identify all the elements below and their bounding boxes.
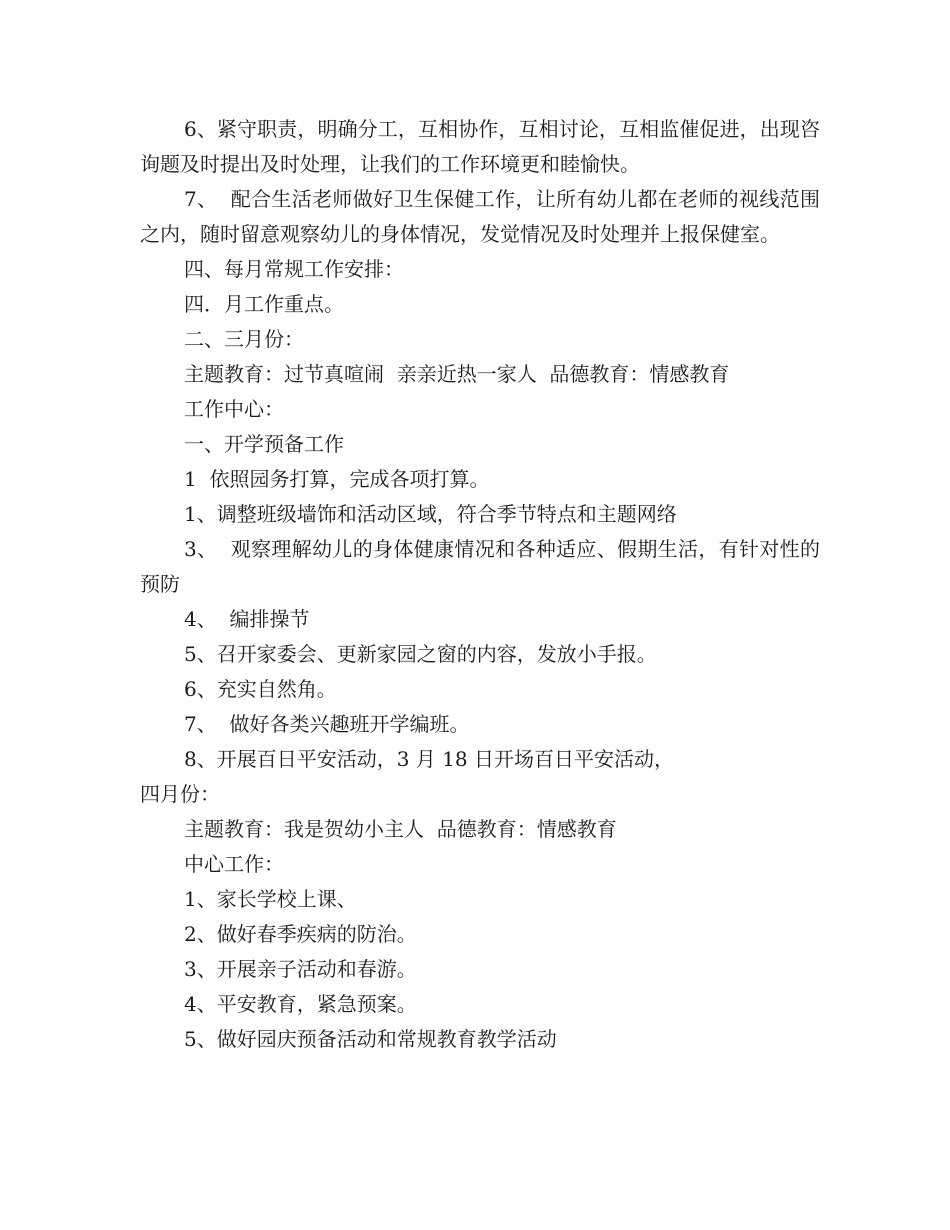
april-item-disease-prevention: 2、做好春季疾病的防治。 (184, 922, 417, 946)
april-item-anniversary: 5、做好园庆预备活动和常规教育教学活动 (184, 1027, 557, 1051)
march-item-nature-corner: 6、充实自然角。 (184, 677, 337, 701)
april-item-safety-education: 4、平安教育，紧急预案。 (184, 992, 417, 1016)
march-work-center-label: 工作中心： (184, 397, 284, 421)
april-item-spring-outing: 3、开展亲子活动和春游。 (184, 957, 417, 981)
march-section-preparation: 一、开学预备工作 (184, 432, 344, 456)
april-theme-education: 主题教育：我是贺幼小主人 品德教育：情感教育 (184, 817, 617, 841)
march-theme-education: 主题教育：过节真喧闹 亲亲近热一家人 品德教育：情感教育 (184, 362, 730, 386)
april-center-work-label: 中心工作： (184, 852, 284, 876)
april-item-parent-school: 1、家长学校上课、 (184, 887, 357, 911)
heading-monthly-routine: 四、每月常规工作安排： (184, 257, 404, 281)
march-item-parent-committee: 5、召开家委会、更新家园之窗的内容，发放小手报。 (184, 642, 657, 666)
heading-april: 四月份： (140, 782, 220, 806)
march-item-plan: 1 依照园务打算，完成各项打算。 (184, 467, 490, 491)
document-body (140, 112, 820, 1057)
march-item-decoration: 1、调整班级墙饰和活动区域，符合季节特点和主题网络 (184, 502, 677, 526)
paragraph-duty-item-7: 7、 配合生活老师做好卫生保健工作，让所有幼儿都在老师的视线范围之内，随时留意观察幼儿的身体情况，发觉情况及时处理并上报保健室。 (140, 187, 820, 246)
heading-march: 二、三月份： (184, 327, 304, 351)
march-item-interest-classes: 7、 做好各类兴趣班开学编班。 (184, 712, 470, 736)
march-item-observe-health: 3、 观察理解幼儿的身体健康情况和各种适应、假期生活，有针对性的预防 (140, 537, 820, 596)
heading-monthly-focus: 四．月工作重点。 (184, 292, 344, 316)
march-item-safety-activity: 8、开展百日平安活动，3 月 18 日开场百日平安活动， (184, 747, 674, 771)
march-item-exercise: 4、 编排操节 (184, 607, 310, 631)
paragraph-duty-item-6: 6、紧守职责，明确分工，互相协作，互相讨论，互相监催促进，出现咨询题及时提出及时处理，让我们的工作环境更和睦愉快。 (140, 117, 820, 176)
